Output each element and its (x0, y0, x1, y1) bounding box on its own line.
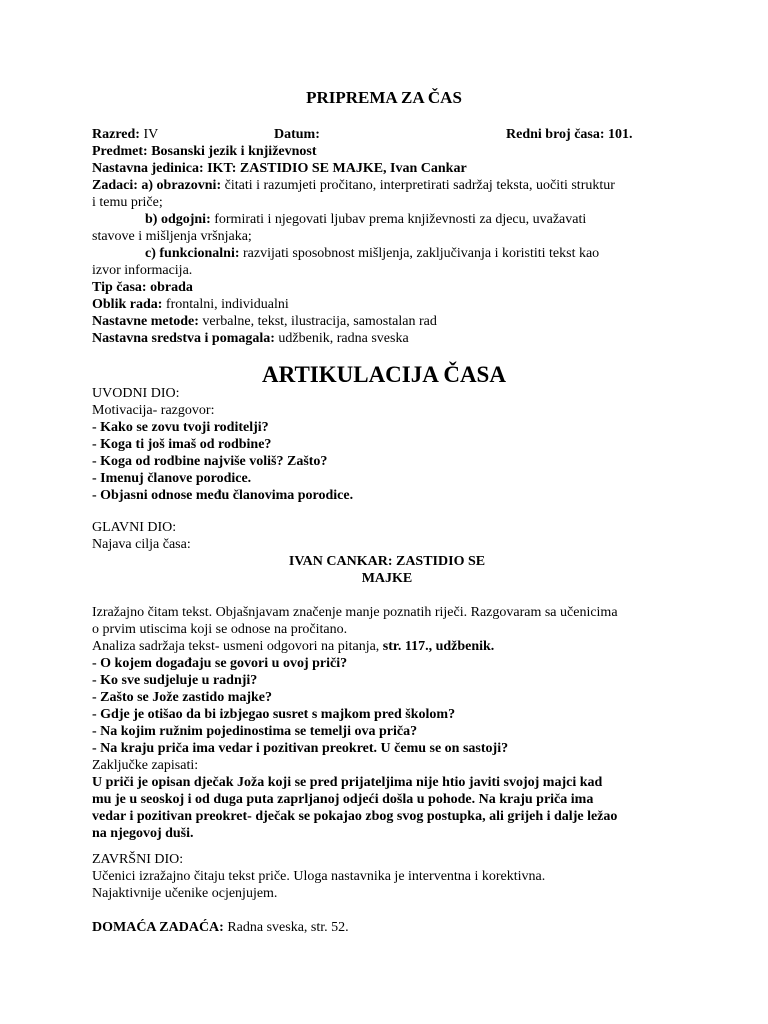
conclusion-line: U priči je opisan dječak Joža koji se pred prijateljima nije htio javiti svojoj majci kad (92, 775, 603, 790)
uvodni-section (92, 385, 682, 504)
odgojni-label: b) odgojni: (145, 212, 211, 227)
uvodni-heading: UVODNI DIO: (92, 386, 180, 401)
section-title: ARTIKULACIJA ČASA (262, 362, 506, 387)
zadaci-line: Zadaci: a) obrazovni: čitati i razumjeti pročitano, interpretirati sadržaj teksta, uočiti struktur (92, 178, 615, 193)
story-title-line-1: IVAN CANKAR: ZASTIDIO SE (288, 554, 486, 569)
lesson-header (92, 126, 682, 347)
domaca-value: Radna sveska, str. 52. (223, 920, 349, 935)
domaca-zadaca (92, 919, 682, 936)
zavrsni-line-2: Najaktivnije učenike ocjenjujem. (92, 886, 278, 901)
zadaci-line-2: i temu priče; (92, 195, 163, 210)
razred-value: IV (139, 127, 159, 142)
conclusion-line: mu je u seoskoj i od duga puta zaprljanoj odjeći došla u pohode. Na kraju priča ima (92, 792, 594, 807)
question-item: - Zašto se Jože zastido majke? (92, 690, 273, 705)
redni-broj-label: Redni broj časa: 101. (506, 127, 633, 142)
predmet-line: Predmet: Bosanski jezik i književnost (92, 144, 317, 159)
oblik-rada-line: Oblik rada: frontalni, individualni (92, 297, 289, 312)
reading-paragraph-line-1: Izražajno čitam tekst. Objašnjavam značenje manje poznatih riječi. Razgovaram sa učenicima (92, 605, 618, 620)
tip-casa-line: Tip časa: obrada (92, 280, 193, 295)
glavni-section (92, 519, 682, 842)
nastavna-sredstva-line: Nastavna sredstva i pomagala: udžbenik, radna sveska (92, 331, 409, 346)
funkcionalni-label: c) funkcionalni: (145, 246, 240, 261)
razred-label: Razred: (92, 127, 140, 142)
page-title: PRIPREMA ZA ČAS (306, 88, 462, 107)
funkcionalni-line: c) funkcionalni: razvijati sposobnost mišljenja, zaključivanja i koristiti tekst kao (145, 246, 600, 261)
question-item: - Na kojim ružnim pojedinostima se temelji ova priča? (92, 724, 418, 739)
question-item: - Koga ti još imaš od rodbine? (92, 437, 272, 452)
zavrsni-heading: ZAVRŠNI DIO: (92, 852, 184, 867)
razred-field (92, 126, 158, 143)
domaca-label: DOMAĆA ZADAĆA: (92, 920, 224, 935)
story-title-line-2: MAJKE (361, 571, 413, 586)
najava-line: Najava cilja časa: (92, 537, 191, 552)
zakljucke-label: Zaključke zapisati: (92, 758, 199, 773)
odgojni-line-2: stavove i mišljenja vršnjaka; (92, 229, 252, 244)
question-item: - O kojem događaju se govori u ovoj priči? (92, 656, 348, 671)
question-item: - Objasni odnose među članovima porodice. (92, 488, 354, 503)
zavrsni-section (92, 851, 682, 902)
odgojni-line: b) odgojni: formirati i njegovati ljubav prema književnosti za djecu, uvažavati (145, 212, 587, 227)
analiza-line: Analiza sadržaja tekst- usmeni odgovori na pitanja, str. 117., udžbenik. (92, 639, 495, 654)
zadaci-label: Zadaci: a) obrazovni: (92, 178, 222, 193)
funkcionalni-line-2: izvor informacija. (92, 263, 193, 278)
nastavna-jedinica-line: Nastavna jedinica: IKT: ZASTIDIO SE MAJKE, Ivan Cankar (92, 161, 467, 176)
reading-paragraph-line-2: o prvim utiscima koji se odnose na pročitano. (92, 622, 348, 637)
nastavne-metode-line: Nastavne metode: verbalne, tekst, ilustracija, samostalan rad (92, 314, 437, 329)
question-item: - Imenuj članove porodice. (92, 471, 252, 486)
question-item: - Na kraju priča ima vedar i pozitivan preokret. U čemu se on sastoji? (92, 741, 509, 756)
question-item: - Ko sve sudjeluje u radnji? (92, 673, 258, 688)
conclusion-line: vedar i pozitivan preokret- dječak se pokajao zbog svog postupka, ali grijeh i dalje ležao (92, 809, 618, 824)
motivacija-line: Motivacija- razgovor: (92, 403, 215, 418)
conclusion-line: na njegovoj duši. (92, 826, 194, 841)
datum-label: Datum: (274, 127, 320, 142)
question-item: - Koga od rodbine najviše voliš? Zašto? (92, 454, 328, 469)
zavrsni-line-1: Učenici izražajno čitaju tekst priče. Uloga nastavnika je interventna i korektivna. (92, 869, 546, 884)
glavni-heading: GLAVNI DIO: (92, 520, 177, 535)
question-item: - Kako se zovu tvoji roditelji? (92, 420, 269, 435)
question-item: - Gdje je otišao da bi izbjegao susret s majkom pred školom? (92, 707, 456, 722)
header-row (92, 126, 682, 143)
